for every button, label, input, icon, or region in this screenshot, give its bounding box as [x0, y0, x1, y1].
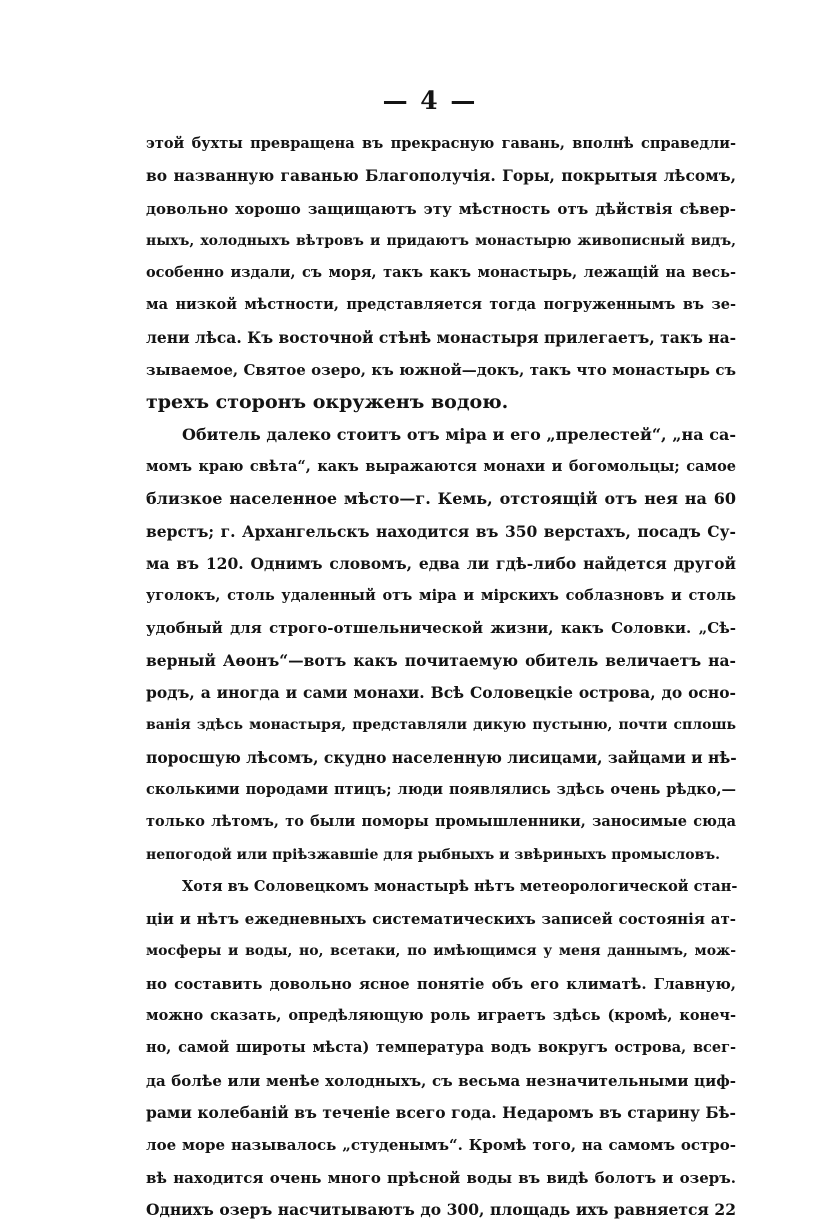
text-line: мосферы и воды, но, всетаки, по имѣющимся у меня даннымъ, мож- [146, 943, 736, 960]
text-line: довольно хорошо защищаютъ эту мѣстность отъ дѣйствія сѣвер- [146, 199, 736, 218]
text-line: родъ, а иногда и сами монахи. Всѣ Соловецкіе острова, до осно- [146, 683, 736, 703]
text-line: Обитель далеко стоитъ отъ міра и его „прелестей“, „на са- [182, 424, 736, 444]
text-line: уголокъ, столь удаленный отъ міра и мірскихъ соблазновъ и столь [146, 587, 736, 605]
text-line: но составить довольно ясное понятіе объ его климатѣ. Главную, [146, 974, 736, 993]
text-line: непогодой или пріѣзжавшіе для рыбныхъ и звѣриныхъ промысловъ. [146, 846, 720, 863]
text-line: рами колебаній въ теченіе всего года. Недаромъ въ старину Бѣ- [146, 1102, 736, 1122]
text-line: зываемое, Святое озеро, къ южной—докъ, такъ что монастырь съ [146, 361, 736, 380]
text-line: поросшую лѣсомъ, скудно населенную лисицами, зайцами и нѣ- [146, 747, 737, 767]
text-line: вѣ находится очень много прѣсной воды въ видѣ болотъ и озеръ. [146, 1168, 736, 1187]
text-line: особенно издали, съ моря, такъ какъ монастырь, лежащій на весь- [146, 264, 736, 282]
text-line: лое море называлось „студенымъ“. Кромѣ того, на самомъ остро- [146, 1136, 736, 1155]
text-line: ныхъ, холодныхъ вѣтровъ и придаютъ монастырю живописный видъ, [146, 232, 736, 249]
text-line: близкое населенное мѣсто—г. Кемь, отстоящій отъ нея на 60 [146, 489, 736, 509]
paragraph-1 [146, 128, 736, 419]
text-line: но, самой широты мѣста) температура водъ вокругъ острова, всег- [146, 1039, 736, 1057]
text-line: верный Аѳонъ“—вотъ какъ почитаемую обитель величаетъ на- [146, 650, 736, 670]
text-line: трехъ сторонъ окруженъ водою. [146, 391, 509, 414]
text-line: Однихъ озеръ насчитываютъ до 300, площадь ихъ равняется 22 [146, 1199, 736, 1219]
text-line: да болѣе или менѣе холодныхъ, съ весьма незначительными циф- [146, 1071, 736, 1090]
text-line: сколькими породами птицъ; люди появлялись здѣсь очень рѣдко,— [146, 780, 736, 798]
text-line: ціи и нѣтъ ежедневныхъ систематическихъ записей состоянія ат- [146, 910, 736, 929]
text-line: удобный для строго-отшельнической жизни, какъ Соловки. „Сѣ- [146, 619, 736, 638]
text-line: этой бухты превращена въ прекрасную гавань, вполнѣ справедли- [146, 135, 736, 152]
text-line: только лѣтомъ, то были поморы промышленники, заносимые сюда [146, 813, 736, 831]
paragraph-3 [146, 871, 736, 1226]
text-line: Хотя въ Соловецкомъ монастырѣ нѣтъ метеорологической стан- [182, 877, 738, 895]
paragraph-2 [146, 419, 736, 871]
text-line: момъ краю свѣта“, какъ выражаются монахи и богомольцы; самое [146, 457, 736, 475]
text-line: ванія здѣсь монастыря, представляли дикую пустыню, почти сплошь [146, 717, 736, 734]
text-line: верстъ; г. Архангельскъ находится въ 350 верстахъ, посадъ Су- [146, 521, 736, 541]
text-line: ма въ 120. Однимъ словомъ, едва ли гдѣ-либо найдется другой [146, 553, 736, 573]
page-number: — 4 — [382, 86, 478, 115]
body-text [146, 128, 736, 1226]
text-line: во названную гаванью Благополучія. Горы, покрытыя лѣсомъ, [146, 166, 736, 186]
text-line: лени лѣса. Къ восточной стѣнѣ монастыря прилегаетъ, такъ на- [146, 327, 737, 347]
text-line: ма низкой мѣстности, представляется тогда погруженнымъ въ зе- [146, 296, 736, 314]
text-line: можно сказать, опредѣляющую роль играетъ здѣсь (кромѣ, конеч- [146, 1007, 736, 1025]
